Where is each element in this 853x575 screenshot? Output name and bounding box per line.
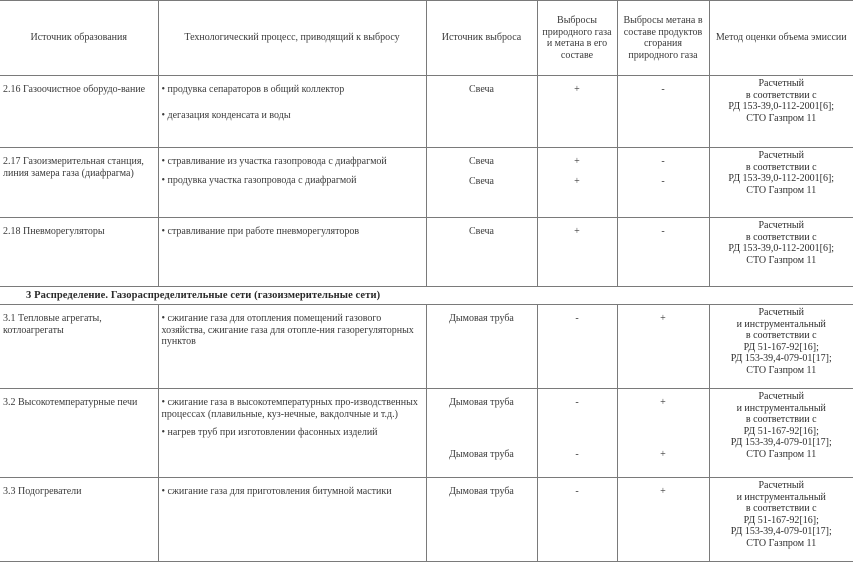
table-row — [0, 478, 853, 562]
method-cell: Расчетный в соответствии с РД 153-39,0-112-2001[6]; СТО Газпром 11 — [709, 76, 853, 148]
process-item: • стравливание при работе пневморегуляторов — [161, 226, 360, 237]
table-header-row — [0, 1, 853, 76]
process-cell — [158, 148, 426, 218]
process-cell — [158, 305, 426, 389]
process-item: • сжигание газа для приготовления битумной мастики — [161, 486, 392, 497]
natural-gas-cell: + + — [537, 148, 617, 218]
natural-gas-cell: - — [537, 478, 617, 562]
table-row — [0, 389, 853, 478]
method-cell: Расчетный и инструментальный в соответствии с РД 51-167-92[16]; РД 153-39,4-079-01[17]; СТО Газпром 11 — [709, 389, 853, 478]
combustion-cell: + — [617, 305, 709, 389]
process-cell — [158, 478, 426, 562]
source-cell: 2.18 Пневморегуляторы — [0, 218, 158, 287]
table-row — [0, 148, 853, 218]
process-item: • нагрев труб при изготовлении фасонных изделий — [161, 427, 378, 438]
process-item: • сжигание газа в высокотемпературных про-изводственных процессах (плавильные, куз-нечные, вакдолчные и т.д.) — [161, 397, 418, 420]
emission-point-cell: Свеча Свеча — [426, 148, 537, 218]
source-cell: 2.17 Газоизмерительная станция, линия замера газа (диафрагма) — [0, 148, 158, 218]
header-process: Технологический процесс, приводящий к выбросу — [158, 1, 426, 76]
method-cell: Расчетный и инструментальный в соответствии с РД 51-167-92[16]; РД 153-39,4-079-01[17]; СТО Газпром 11 — [709, 305, 853, 389]
process-item: • продувка сепараторов в общий коллектор — [161, 84, 345, 95]
section-row — [0, 287, 853, 305]
combustion-cell: - — [617, 218, 709, 287]
section-title: 3 Распределение. Газораспределительные сети (газоизмерительные сети) — [0, 287, 853, 305]
emission-point-cell: Свеча — [426, 76, 537, 148]
combustion-cell: + + — [617, 389, 709, 478]
source-cell: 3.1 Тепловые агрегаты, котлоагрегаты — [0, 305, 158, 389]
source-cell: 2.16 Газоочистное оборудо-вание — [0, 76, 158, 148]
method-cell: Расчетный и инструментальный в соответствии с РД 51-167-92[16]; РД 153-39,4-079-01[17]; СТО Газпром 11 — [709, 478, 853, 562]
header-method: Метод оценки объема эмиссии — [709, 1, 853, 76]
process-cell — [158, 76, 426, 148]
source-cell: 3.3 Подогреватели — [0, 478, 158, 562]
table-row — [0, 218, 853, 287]
process-item: • дегазация конденсата и воды — [161, 109, 291, 121]
natural-gas-cell: - — [537, 305, 617, 389]
combustion-cell: - - — [617, 148, 709, 218]
source-cell: 3.2 Высокотемпературные печи — [0, 389, 158, 478]
table-row — [0, 305, 853, 389]
header-emission-point: Источник выброса — [426, 1, 537, 76]
header-source: Источник образования — [0, 1, 158, 76]
method-cell: Расчетный в соответствии с РД 153-39,0-112-2001[6]; СТО Газпром 11 — [709, 148, 853, 218]
process-cell — [158, 389, 426, 478]
process-item: • стравливание из участка газопровода с диафрагмой — [161, 156, 387, 167]
emission-point-cell: Свеча — [426, 218, 537, 287]
natural-gas-cell: + — [537, 218, 617, 287]
emission-point-cell: Дымовая труба Дымовая труба — [426, 389, 537, 478]
table-row — [0, 76, 853, 148]
method-cell: Расчетный в соответствии с РД 153-39,0-112-2001[6]; СТО Газпром 11 — [709, 218, 853, 287]
emission-point-cell: Дымовая труба — [426, 478, 537, 562]
process-item: • сжигание газа для отопления помещений газового хозяйства, сжигание газа для отопле-ния газорегуляторных пунктов — [161, 313, 414, 347]
emission-point-cell: Дымовая труба — [426, 305, 537, 389]
natural-gas-cell: - - — [537, 389, 617, 478]
header-natural-gas: Выбросы природного газа и метана в его составе — [537, 1, 617, 76]
header-combustion: Выбросы метана в составе продуктов сгорания природного газа — [617, 1, 709, 76]
combustion-cell: - — [617, 76, 709, 148]
combustion-cell: + — [617, 478, 709, 562]
process-cell — [158, 218, 426, 287]
natural-gas-cell: + — [537, 76, 617, 148]
process-item: • продувка участка газопровода с диафрагмой — [161, 174, 357, 186]
